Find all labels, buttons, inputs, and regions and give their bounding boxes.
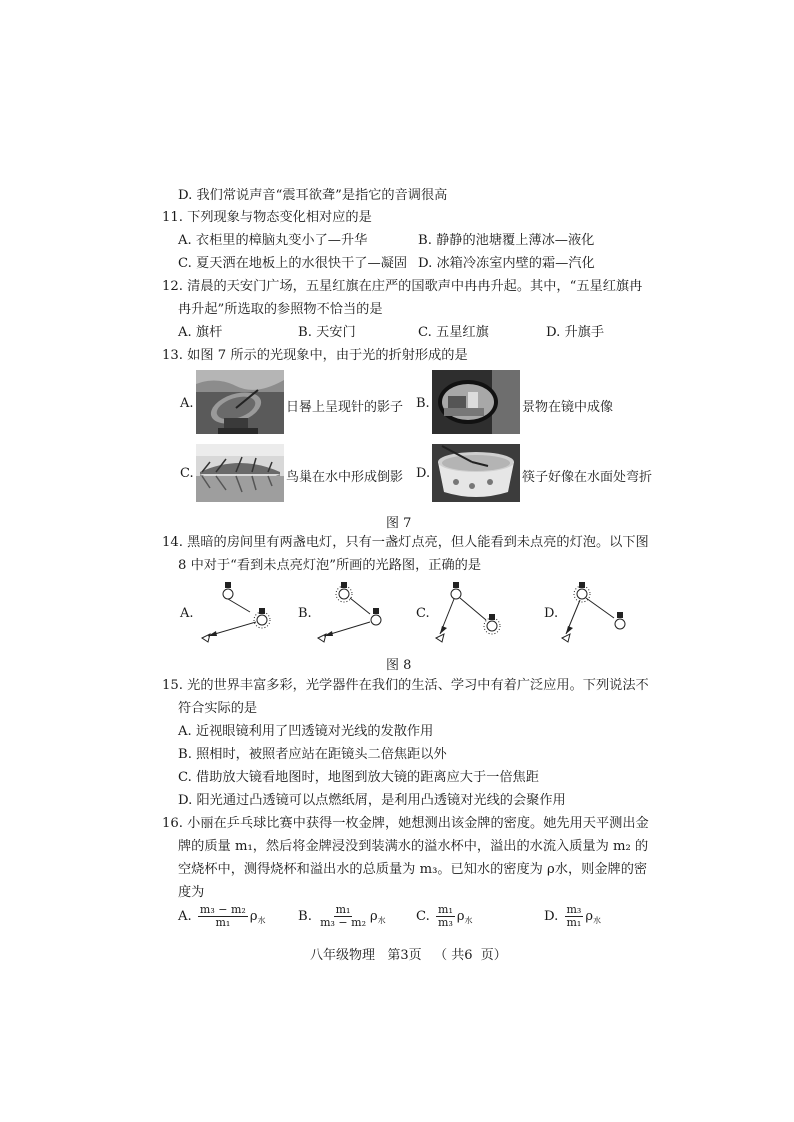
unlit-bulb-icon bbox=[223, 582, 233, 599]
page-footer: 八年级物理 第3页 （ 共6 页） bbox=[310, 948, 507, 963]
q11-option-b: B. 静静的池塘覆上薄冰—液化 bbox=[418, 233, 595, 248]
unlit-bulb-icon bbox=[451, 582, 461, 599]
q13-stem: 13. 如图 7 所示的光现象中，由于光的折射形成的是 bbox=[162, 348, 468, 363]
q16-option-d: D. $\frac{\text{m₃}}{\text{m₁}}$ $\rho_水$ bbox=[544, 903, 601, 929]
q11-option-a: A. 衣柜里的樟脑丸变小了—升华 bbox=[178, 233, 368, 248]
q13-option-d-letter: D. bbox=[416, 466, 431, 481]
figure-8-label: 图 8 bbox=[386, 658, 412, 673]
q12-stem-line2: 冉升起”所选取的参照物不恰当的是 bbox=[178, 302, 383, 317]
q13-option-a-letter: A. bbox=[180, 396, 194, 411]
q16-option-a-letter: A. bbox=[178, 909, 192, 924]
q16-stem-line2: 牌的质量 m₁，然后将金牌浸没到装满水的溢水杯中，溢出的水流入质量为 m₂ 的 bbox=[178, 839, 649, 854]
unlit-bulb-icon bbox=[371, 608, 381, 625]
lit-bulb-icon bbox=[484, 614, 500, 634]
eye-icon bbox=[562, 634, 570, 642]
q16-option-c: C. $\frac{\text{m₁}}{\text{m₃}}$ $\rho_水$ bbox=[416, 903, 473, 929]
q12-option-d: D. 升旗手 bbox=[546, 325, 605, 340]
q16-stem-line3: 空烧杯中，测得烧杯和溢出水的总质量为 m₃。已知水的密度为 ρ水，则金牌的密 bbox=[178, 862, 648, 877]
q12-option-b: B. 天安门 bbox=[298, 325, 356, 340]
q14-option-d-letter: D. bbox=[544, 606, 559, 621]
q10-option-d: D. 我们常说声音“震耳欲聋”是指它的音调很高 bbox=[178, 188, 448, 203]
q13-option-b-caption: 景物在镜中成像 bbox=[522, 400, 614, 415]
q12-option-a: A. 旗杆 bbox=[178, 325, 223, 340]
chopsticks-bowl-photo bbox=[432, 444, 520, 502]
q16-option-d-fraction: $\frac{\text{m₃}}{\text{m₁}}$ bbox=[566, 903, 582, 929]
q15-option-a: A. 近视眼镜利用了凹透镜对光线的发散作用 bbox=[178, 724, 434, 739]
q14-option-a-diagram bbox=[196, 580, 282, 644]
q14-stem-line2: 8 中对于“看到未点亮灯泡”所画的光路图，正确的是 bbox=[178, 558, 482, 573]
eye-icon bbox=[318, 634, 326, 642]
q16-option-b-fraction: $\frac{\text{m₁}}{\text{m₃ − m₂}}$ bbox=[320, 903, 366, 929]
unlit-bulb-icon bbox=[615, 612, 625, 629]
q14-option-a-letter: A. bbox=[180, 606, 194, 621]
q11-stem: 11. 下列现象与物态变化相对应的是 bbox=[162, 210, 372, 225]
eye-icon bbox=[202, 634, 210, 642]
q13-option-a-caption: 日晷上呈现针的影子 bbox=[286, 400, 404, 415]
q12-option-c: C. 五星红旗 bbox=[418, 325, 489, 340]
q11-option-c: C. 夏天洒在地板上的水很快干了—凝固 bbox=[178, 256, 408, 271]
q14-option-c-letter: C. bbox=[416, 606, 430, 621]
eye-icon bbox=[436, 634, 444, 642]
q15-option-b: B. 照相时，被照者应站在距镜头二倍焦距以外 bbox=[178, 747, 447, 762]
q16-option-c-fraction: $\frac{\text{m₁}}{\text{m₃}}$ bbox=[438, 903, 453, 929]
q11-option-d: D. 冰箱冷冻室内壁的霜—汽化 bbox=[418, 256, 595, 271]
lit-bulb-icon bbox=[254, 608, 270, 628]
q16-option-b-letter: B. bbox=[298, 909, 312, 924]
q16-option-b: B. $\frac{\text{m₁}}{\text{m₃ − m₂}}$ $\rho_水$ bbox=[298, 903, 386, 929]
q12-stem-line1: 12. 清晨的天安门广场，五星红旗在庄严的国歌声中冉冉升起。其中，“五星红旗冉 bbox=[162, 279, 643, 294]
q13-option-d-caption: 筷子好像在水面处弯折 bbox=[522, 470, 653, 485]
q14-option-b-diagram bbox=[312, 580, 398, 644]
q13-option-c-letter: C. bbox=[180, 466, 194, 481]
q14-option-b-letter: B. bbox=[298, 606, 312, 621]
q13-option-b-letter: B. bbox=[416, 396, 430, 411]
q16-option-d-letter: D. bbox=[544, 909, 559, 924]
figure-7-label: 图 7 bbox=[386, 516, 412, 531]
lit-bulb-icon bbox=[336, 582, 352, 602]
q16-stem-line4: 度为 bbox=[178, 885, 205, 900]
q15-stem-line2: 符合实际的是 bbox=[178, 701, 258, 716]
q15-option-d: D. 阳光通过凸透镜可以点燃纸屑，是利用凸透镜对光线的会聚作用 bbox=[178, 793, 566, 808]
q16-stem-line1: 16. 小丽在乒乓球比赛中获得一枚金牌，她想测出该金牌的密度。她先用天平测出金 bbox=[162, 816, 649, 831]
q16-option-a-fraction: $\frac{\text{m₃ − m₂}}{\text{m₁}}$ bbox=[199, 903, 246, 929]
q16-option-a: A. $\frac{\text{m₃ − m₂}}{\text{m₁}}$ $\rho_水$ bbox=[178, 903, 266, 929]
birds-nest-reflection-photo bbox=[196, 444, 284, 502]
q14-option-c-diagram bbox=[430, 580, 516, 644]
q16-option-c-letter: C. bbox=[416, 909, 430, 924]
q15-stem-line1: 15. 光的世界丰富多彩，光学器件在我们的生活、学习中有着广泛应用。下列说法不 bbox=[162, 678, 649, 693]
q13-option-c-caption: 鸟巢在水中形成倒影 bbox=[286, 470, 404, 485]
car-mirror-photo bbox=[432, 370, 520, 434]
q15-option-c: C. 借助放大镜看地图时，地图到放大镜的距离应大于一倍焦距 bbox=[178, 770, 539, 785]
q14-stem-line1: 14. 黑暗的房间里有两盏电灯，只有一盏灯点亮，但人能看到未点亮的灯泡。以下图 bbox=[162, 535, 649, 550]
sundial-photo bbox=[196, 370, 284, 434]
q14-option-d-diagram bbox=[556, 580, 642, 644]
